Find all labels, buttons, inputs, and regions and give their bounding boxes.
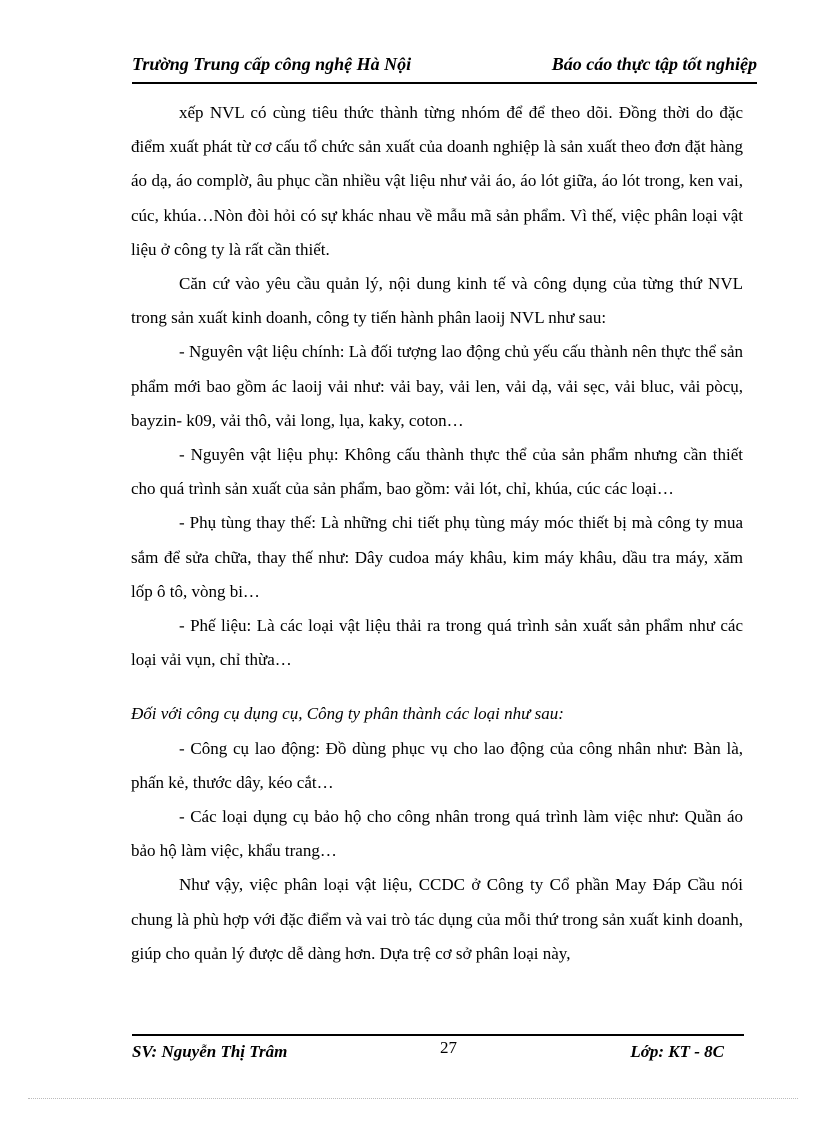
body-text [131,96,743,971]
footer-class: Lớp: KT - 8C [630,1042,724,1061]
header-report-title: Báo cáo thực tập tốt nghiệp [551,54,757,74]
header-school-name: Trường Trung cấp công nghệ Hà Nội [132,54,412,74]
paragraph-continuation: xếp NVL có cùng tiêu thức thành từng nhóm để để theo dõi. Đồng thời do đặc điểm xuất phát từ cơ cấu tổ chức sản xuất của doanh nghiệp là sản xuất theo đơn đặt hàng áo dạ, áo complờ, âu phục cần nhiều vật liệu như vải áo, áo lót giữa, áo lót trong, ken vai, cúc, khúa…Nòn đòi hỏi có sự khác nhau về mẫu mã sản phẩm. Vì thế, việc phân loại vật liệu ở công ty là rất cần thiết. [131,103,743,259]
paragraph-protective-gear: - Các loại dụng cụ bảo hộ cho công nhân trong quá trình làm việc như: Quần áo bảo hộ làm việc, khẩu trang… [131,807,743,861]
paragraph-auxiliary-materials: - Nguyên vật liệu phụ: Không cấu thành thực thể của sản phẩm nhưng cần thiết cho quá trình sản xuất của sản phẩm, bao gồm: vải lót, chỉ, khúa, cúc các loại… [131,445,743,499]
paragraph-spare-parts: - Phụ tùng thay thế: Là những chi tiết phụ tùng máy móc thiết bị mà công ty mua sắm để sửa chữa, thay thế như: Dây cudoa máy khâu, kim máy khâu, dầu tra máy, xăm lốp ô tô, vòng bi… [131,513,743,601]
page-boundary-divider [28,1098,798,1099]
paragraph-scrap: - Phế liệu: Là các loại vật liệu thải ra trong quá trình sản xuất sản phẩm như các loại vải vụn, chỉ thừa… [131,616,743,670]
footer-student-name: SV: Nguyễn Thị Trâm [132,1042,288,1061]
page-footer [132,1034,744,1066]
paragraph-labor-tools: - Công cụ lao động: Đồ dùng phục vụ cho lao động của công nhân như: Bàn là, phấn kẻ, thước dây, kéo cắt… [131,738,743,792]
section-heading-tools: Đối với công cụ dụng cụ, Công ty phân thành các loại như sau: [131,704,564,724]
paragraph-conclusion: Như vậy, việc phân loại vật liệu, CCDC ở Công ty Cổ phần May Đáp Cầu nói chung là phù hợp với đặc điểm và vai trò tác dụng của mỗi thứ trong sản xuất kinh doanh, giúp cho quản lý được dễ dàng hơn. Dựa trệ cơ sở phân loại này, [131,875,743,963]
paragraph-classification-basis: Căn cứ vào yêu cầu quản lý, nội dung kinh tế và công dụng của từng thứ NVL trong sản xuất kinh doanh, công ty tiến hành phân laoij NVL như sau: [131,274,743,328]
page-header [132,52,757,84]
paragraph-main-materials: - Nguyên vật liệu chính: Là đối tượng lao động chủ yếu cấu thành nên thực thể sản phẩm mới bao gồm ác laoij vải như: vải bay, vải len, vải dạ, vải sẹc, vải bluc, vải pòcụ, bayzin- k09, vải thô, vải long, lụa, kaky, coton… [131,342,743,430]
page-number: 27 [440,1038,457,1057]
